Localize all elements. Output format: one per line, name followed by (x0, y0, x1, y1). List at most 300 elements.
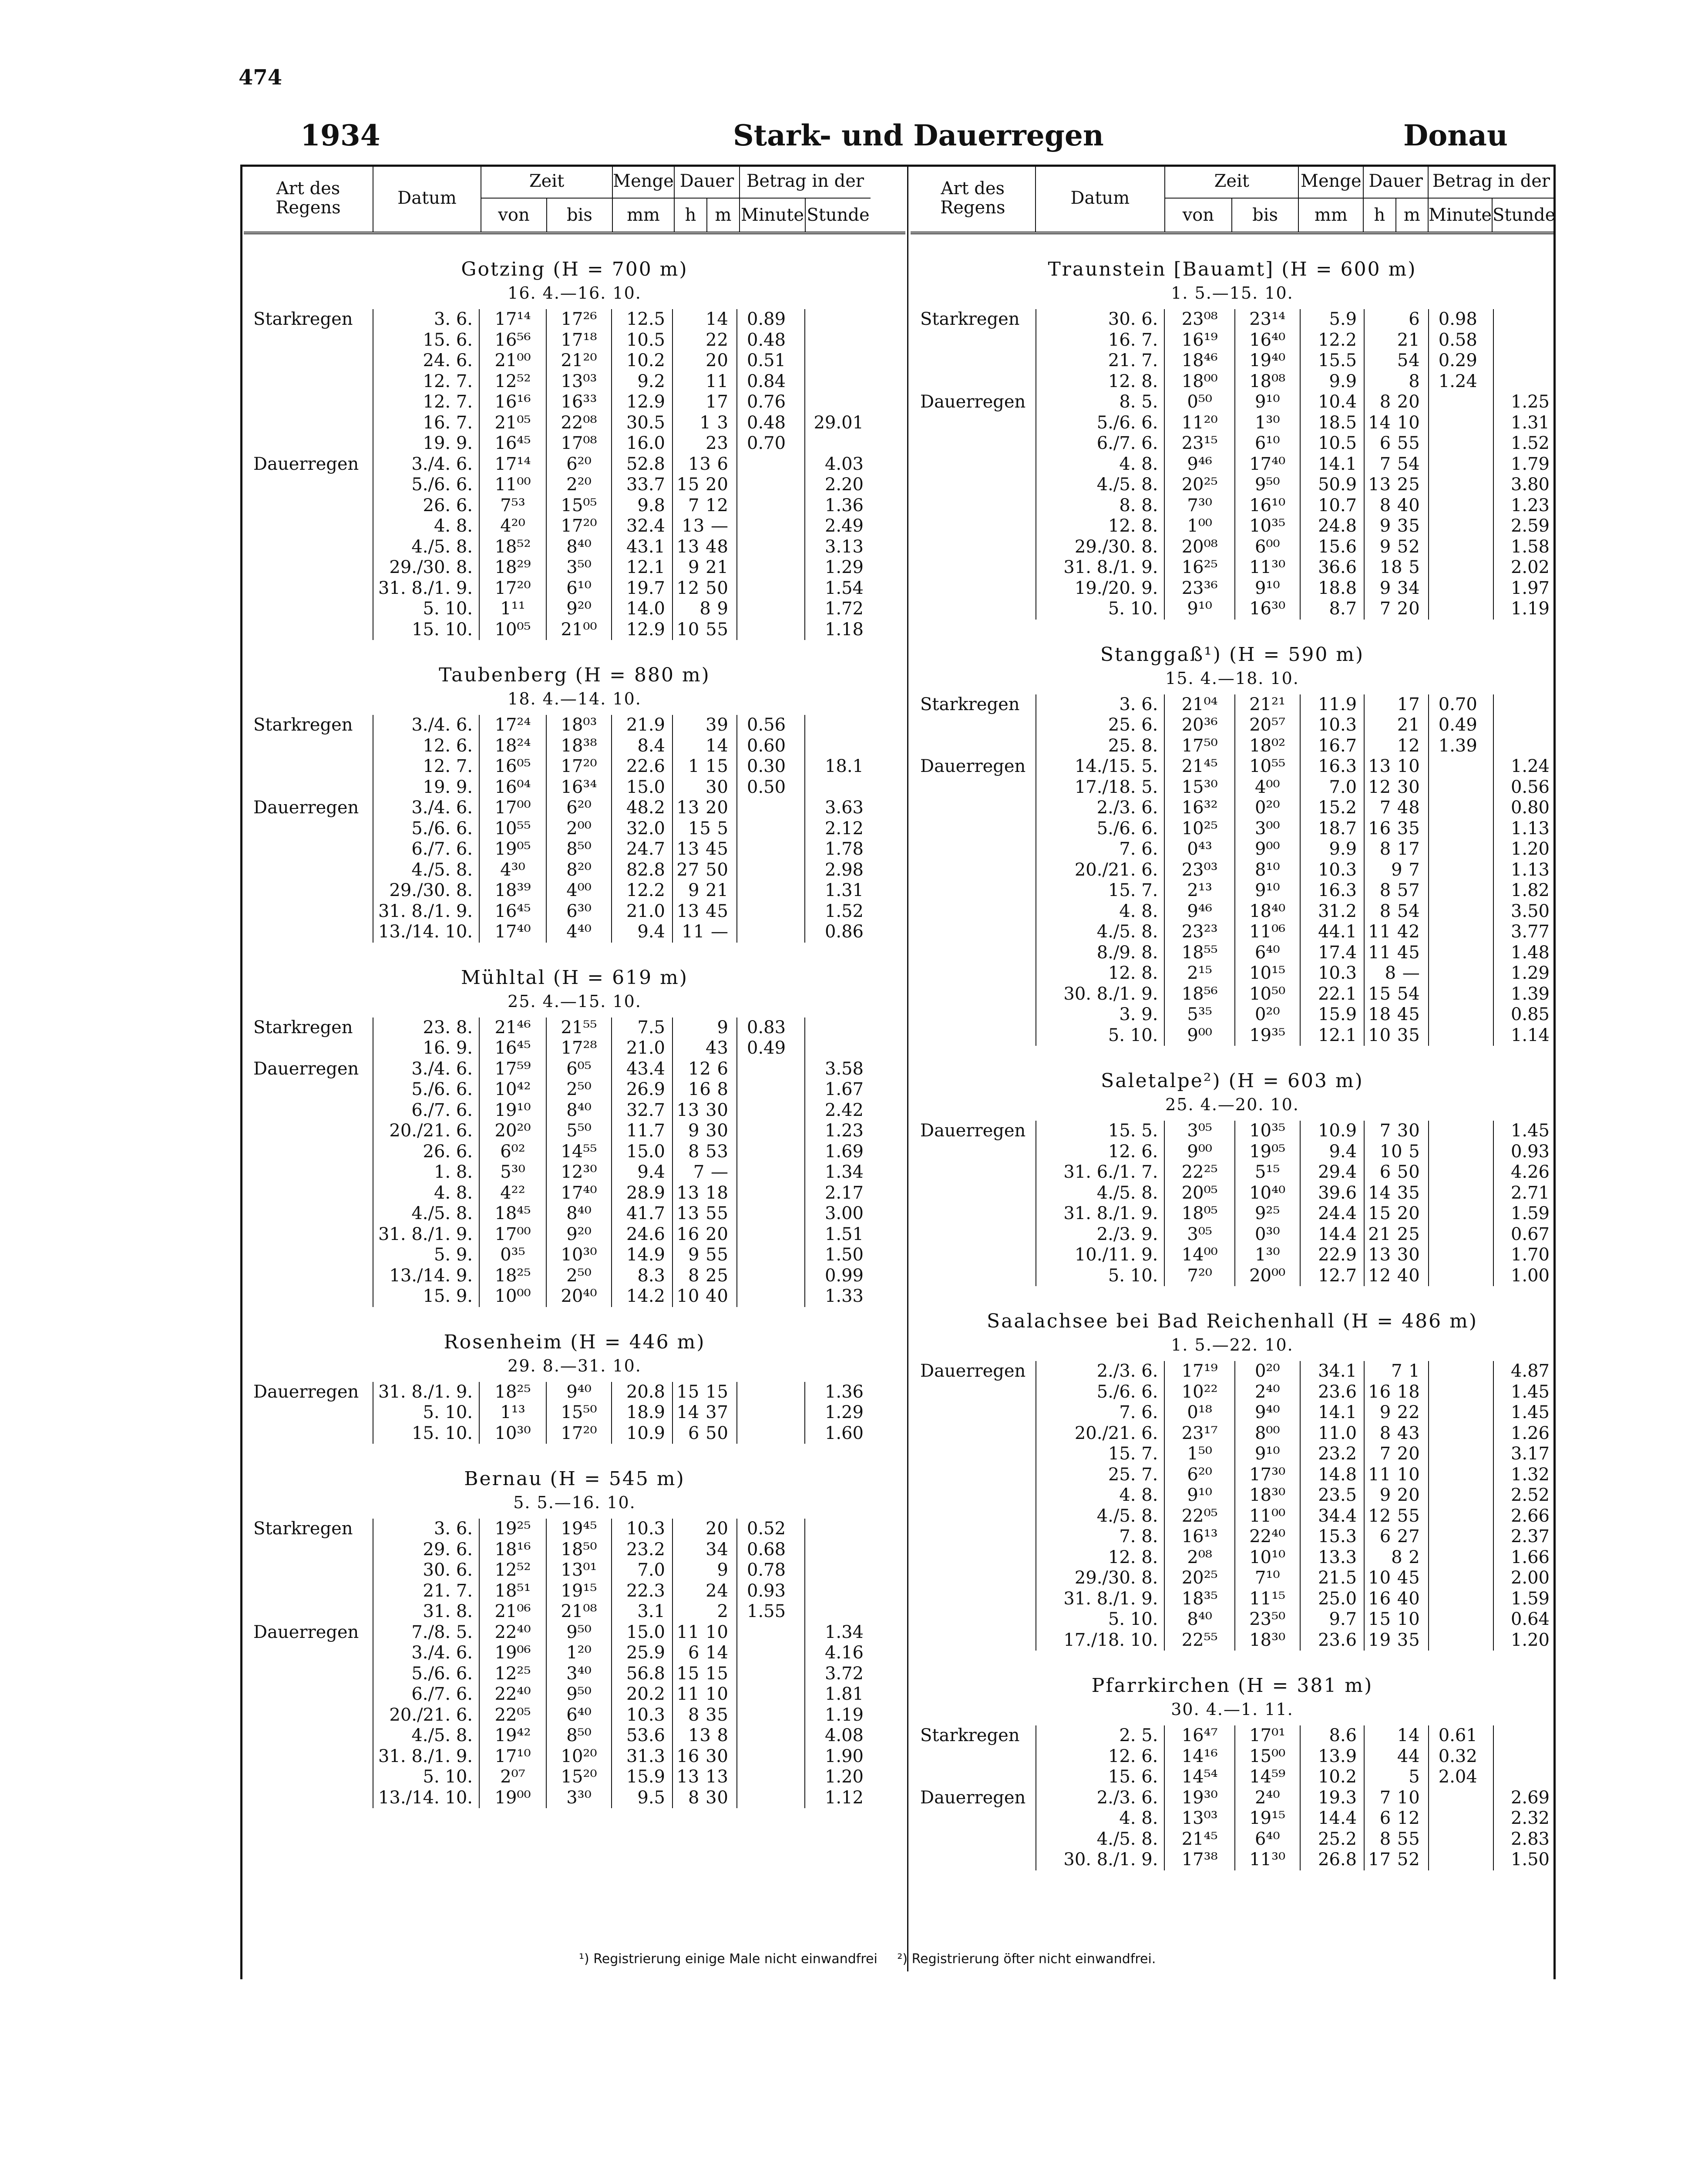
cell-minute: 0.76 (737, 392, 805, 413)
cell-menge: 18.9 (612, 1402, 673, 1423)
cell-dauer: 8 57 (1365, 880, 1429, 901)
cell-art (244, 392, 373, 413)
cell-stunde: 1.36 (824, 1381, 864, 1402)
cell-date: 3. 6. (373, 1519, 480, 1540)
cell-dauer: 17 52 (1365, 1850, 1429, 1870)
cell-date: 31. 8. (373, 1601, 480, 1622)
cell-menge: 9.4 (612, 1162, 673, 1183)
cell-bis: 17²⁰ (547, 756, 612, 777)
cell-minute (1429, 433, 1494, 454)
cell-date: 15. 5. (1036, 1121, 1165, 1142)
cell-art (911, 1162, 1036, 1183)
cell-bis: 2⁴⁰ (1235, 1382, 1301, 1403)
cell-date: 3./4. 6. (373, 1059, 480, 1080)
cell-minute (737, 1162, 805, 1183)
table-row (244, 1664, 905, 1685)
cell-von: 16²⁵ (1165, 557, 1235, 578)
header-title: Stark- und Dauerregen (733, 118, 1104, 152)
cell-dauer: 16 8 (673, 1079, 737, 1100)
cell-menge: 25.2 (1301, 1829, 1365, 1850)
cell-menge: 15.6 (1301, 537, 1365, 558)
left-table (244, 165, 905, 1808)
left-table-body (244, 257, 905, 1808)
cell-dauer: 44 (1365, 1746, 1429, 1767)
cell-bis: 8⁵⁰ (547, 839, 612, 860)
cell-date: 20./21. 6. (373, 1121, 480, 1142)
cell-minute (737, 557, 805, 578)
cell-von: 19²⁵ (480, 1519, 547, 1540)
cell-minute (1429, 943, 1494, 964)
cell-art (244, 1423, 373, 1444)
cell-menge: 15.0 (612, 777, 673, 798)
cell-dauer: 11 10 (1365, 1465, 1429, 1486)
table-row (911, 860, 1554, 881)
cell-bis: 8⁴⁰ (547, 1203, 612, 1224)
cell-minute: 0.50 (737, 777, 805, 798)
cell-stunde (805, 736, 868, 757)
cell-stunde: 1.14 (1510, 1025, 1550, 1045)
cell-minute (1429, 819, 1494, 839)
cell-menge: 5.9 (1301, 309, 1365, 330)
cell-menge: 12.9 (612, 392, 673, 413)
cell-minute (737, 1664, 805, 1685)
cell-von: 9⁴⁶ (1165, 901, 1235, 922)
cell-stunde (1494, 1767, 1554, 1788)
table-row (911, 1725, 1554, 1746)
table-row (911, 1568, 1554, 1589)
cell-stunde: 2.52 (1510, 1485, 1550, 1505)
cell-bis: 9²⁰ (547, 599, 612, 620)
cell-bis: 6¹⁰ (547, 578, 612, 599)
cell-dauer: 11 45 (1365, 943, 1429, 964)
cell-stunde: 1.29 (824, 1402, 864, 1422)
cell-stunde (1494, 330, 1554, 351)
cell-von: 21⁰⁶ (480, 1601, 547, 1622)
cell-bis: 23⁵⁰ (1235, 1609, 1301, 1630)
cell-date: 4./5. 8. (1036, 1829, 1165, 1850)
cell-dauer: 11 10 (673, 1622, 737, 1643)
cell-date: 12. 6. (1036, 1746, 1165, 1767)
station-section (911, 257, 1554, 620)
cell-menge: 14.8 (1301, 1465, 1365, 1486)
cell-art (244, 1560, 373, 1581)
cell-dauer: 6 12 (1365, 1808, 1429, 1829)
cell-date: 4./5. 8. (373, 1725, 480, 1746)
cell-art: Dauerregen (253, 454, 359, 474)
cell-dauer: 13 48 (673, 537, 737, 558)
cell-date: 4. 8. (1036, 901, 1165, 922)
cell-art (911, 1630, 1036, 1651)
cell-stunde: 3.13 (824, 536, 864, 557)
cell-stunde: 1.50 (824, 1245, 864, 1265)
cell-minute (737, 1746, 805, 1767)
cell-von: 2¹³ (1165, 880, 1235, 901)
cell-date: 31. 8./1. 9. (373, 901, 480, 922)
cell-date: 7. 8. (1036, 1526, 1165, 1547)
cell-art (911, 1004, 1036, 1025)
cell-von: 2⁰⁸ (1165, 1547, 1235, 1568)
station-title: Bernau (H = 545 m) (464, 1468, 685, 1490)
right-table (911, 165, 1554, 1870)
cell-menge: 10.2 (612, 350, 673, 371)
cell-minute (1429, 1004, 1494, 1025)
cell-dauer: 6 55 (1365, 433, 1429, 454)
table-row (911, 839, 1554, 860)
cell-art: Dauerregen (253, 798, 359, 818)
cell-von: 19⁰⁰ (480, 1788, 547, 1809)
cell-dauer: 13 8 (673, 1725, 737, 1746)
cell-bis: 12³⁰ (547, 1162, 612, 1183)
cell-dauer: 1 15 (673, 756, 737, 777)
cell-bis: 2⁰⁰ (547, 819, 612, 839)
cell-von: 9⁰⁰ (1165, 1025, 1235, 1046)
cell-menge: 15.0 (612, 1142, 673, 1162)
station-section (244, 1466, 905, 1808)
cell-minute (737, 839, 805, 860)
cell-minute (737, 1725, 805, 1746)
cell-minute: 0.70 (1429, 694, 1494, 715)
table-row (244, 516, 905, 537)
cell-von: 18²⁹ (480, 557, 547, 578)
cell-stunde: 1.45 (1510, 1381, 1550, 1402)
cell-bis: 9⁵⁰ (547, 1622, 612, 1643)
cell-date: 4. 8. (1036, 1808, 1165, 1829)
cell-bis: 15⁰⁰ (1235, 1746, 1301, 1767)
cell-bis: 3⁰⁰ (1235, 819, 1301, 839)
cell-dauer: 20 (673, 1519, 737, 1540)
cell-stunde (805, 777, 868, 798)
cell-date: 31. 8./1. 9. (1036, 557, 1165, 578)
cell-stunde (1494, 309, 1554, 330)
cell-date: 8. 8. (1036, 495, 1165, 516)
cell-stunde: 1.45 (1510, 1121, 1550, 1141)
cell-dauer: 13 13 (673, 1767, 737, 1788)
cell-art (911, 963, 1036, 984)
cell-date: 26. 6. (373, 1142, 480, 1162)
cell-art (911, 475, 1036, 495)
table-row (911, 495, 1554, 516)
cell-bis: 2⁵⁰ (547, 1079, 612, 1100)
cell-menge: 9.8 (612, 495, 673, 516)
cell-von: 7³⁰ (1165, 495, 1235, 516)
column-header (244, 165, 905, 234)
cell-von: 18⁴⁶ (1165, 350, 1235, 371)
cell-von: 18²⁵ (480, 1382, 547, 1403)
cell-bis: 4⁴⁰ (547, 922, 612, 943)
table-row (911, 922, 1554, 943)
cell-minute: 0.78 (737, 1560, 805, 1581)
table-row (911, 756, 1554, 777)
cell-art (911, 880, 1036, 901)
table-row (244, 1622, 905, 1643)
col-betrag: Betrag in der Minute Stunde (1429, 165, 1554, 232)
table-row (244, 922, 905, 943)
cell-date: 4./5. 8. (1036, 475, 1165, 495)
cell-art (911, 1485, 1036, 1506)
cell-art: Dauerregen (920, 1361, 1026, 1381)
cell-von: 20⁰⁸ (1165, 537, 1235, 558)
cell-menge: 26.9 (612, 1079, 673, 1100)
cell-bis: 0²⁰ (1235, 1361, 1301, 1382)
cell-menge: 12.1 (612, 557, 673, 578)
cell-minute (737, 1423, 805, 1444)
cell-minute (1429, 516, 1494, 537)
cell-minute: 0.84 (737, 371, 805, 392)
cell-dauer: 10 40 (673, 1286, 737, 1307)
cell-menge: 15.0 (612, 1622, 673, 1643)
cell-date: 15. 10. (373, 1423, 480, 1444)
table-row (244, 1684, 905, 1705)
cell-date: 13./14. 9. (373, 1266, 480, 1287)
cell-minute (737, 516, 805, 537)
table-row (911, 1183, 1554, 1204)
cell-stunde: 3.58 (824, 1058, 864, 1079)
cell-stunde: 2.83 (1510, 1829, 1550, 1849)
cell-dauer: 9 (673, 1560, 737, 1581)
cell-dauer: 13 45 (673, 839, 737, 860)
station-section (911, 1309, 1554, 1651)
cell-art (244, 1788, 373, 1809)
cell-stunde: 1.59 (1510, 1588, 1550, 1609)
table-row (911, 371, 1554, 392)
cell-date: 20./21. 6. (1036, 1423, 1165, 1444)
cell-date: 8. 5. (1036, 392, 1165, 413)
table-row (911, 736, 1554, 757)
cell-date: 3. 9. (1036, 1004, 1165, 1025)
cell-art (911, 1245, 1036, 1266)
cell-date: 31. 8./1. 9. (373, 1746, 480, 1767)
cell-minute (1429, 901, 1494, 922)
cell-minute: 0.98 (1429, 309, 1494, 330)
cell-art (911, 1506, 1036, 1527)
cell-stunde: 1.20 (1510, 839, 1550, 859)
cell-date: 20./21. 6. (373, 1705, 480, 1726)
station-section (911, 642, 1554, 1046)
cell-menge: 32.4 (612, 516, 673, 537)
cell-minute (737, 1622, 805, 1643)
cell-dauer: 11 10 (673, 1684, 737, 1705)
cell-dauer: 54 (1365, 350, 1429, 371)
cell-dauer: 14 35 (1365, 1183, 1429, 1204)
cell-art (911, 901, 1036, 922)
cell-date: 1. 8. (373, 1162, 480, 1183)
cell-stunde: 2.66 (1510, 1506, 1550, 1526)
cell-dauer: 5 (1365, 1767, 1429, 1788)
cell-art (911, 557, 1036, 578)
cell-date: 7./8. 5. (373, 1622, 480, 1643)
station-section (244, 965, 905, 1307)
cell-stunde: 1.32 (1510, 1464, 1550, 1485)
table-row (244, 756, 905, 777)
cell-art (244, 330, 373, 351)
cell-stunde: 1.31 (1510, 412, 1550, 433)
cell-bis: 9²⁰ (547, 1224, 612, 1245)
cell-menge: 8.3 (612, 1266, 673, 1287)
cell-von: 19¹⁰ (480, 1100, 547, 1121)
cell-dauer: 16 40 (1365, 1589, 1429, 1610)
cell-von: 4²² (480, 1183, 547, 1204)
cell-minute: 0.51 (737, 350, 805, 371)
cell-date: 5./6. 6. (1036, 1382, 1165, 1403)
cell-minute (737, 1402, 805, 1423)
cell-menge: 23.2 (1301, 1444, 1365, 1465)
cell-bis: 16¹⁰ (1235, 495, 1301, 516)
cell-menge: 34.1 (1301, 1361, 1365, 1382)
cell-menge: 34.4 (1301, 1506, 1365, 1527)
page-number: 474 (239, 65, 282, 90)
cell-art (244, 599, 373, 620)
cell-art (244, 1540, 373, 1560)
cell-von: 19⁰⁵ (480, 839, 547, 860)
cell-art (911, 371, 1036, 392)
cell-stunde: 3.80 (1510, 475, 1550, 495)
cell-minute: 0.89 (737, 309, 805, 330)
cell-stunde: 2.12 (824, 818, 864, 839)
cell-art (244, 1601, 373, 1622)
cell-stunde: 1.90 (824, 1746, 864, 1766)
cell-stunde (1494, 1746, 1554, 1767)
cell-stunde: 1.18 (824, 619, 864, 640)
cell-date: 3./4. 6. (373, 1643, 480, 1664)
cell-art (244, 860, 373, 881)
cell-dauer: 17 (1365, 694, 1429, 715)
cell-date: 3./4. 6. (373, 715, 480, 736)
cell-bis: 14⁵⁹ (1235, 1767, 1301, 1788)
table-row (244, 1705, 905, 1726)
cell-menge: 7.0 (612, 1560, 673, 1581)
cell-art (244, 1684, 373, 1705)
cell-von: 8⁴⁰ (1165, 1609, 1235, 1630)
cell-von: 7⁵³ (480, 495, 547, 516)
table-row (911, 1382, 1554, 1403)
cell-minute (737, 1643, 805, 1664)
cell-date: 4./5. 8. (1036, 922, 1165, 943)
table-row (911, 1121, 1554, 1142)
cell-date: 4./5. 8. (373, 1203, 480, 1224)
cell-menge: 56.8 (612, 1664, 673, 1685)
cell-date: 30. 6. (1036, 309, 1165, 330)
cell-minute (1429, 1506, 1494, 1527)
cell-von: 22⁵⁵ (1165, 1630, 1235, 1651)
cell-von: 1⁰⁰ (1165, 516, 1235, 537)
cell-von: 16⁰⁴ (480, 777, 547, 798)
table-row (911, 1589, 1554, 1610)
cell-stunde: 1.19 (824, 1705, 864, 1725)
cell-menge: 15.9 (1301, 1004, 1365, 1025)
cell-art (244, 1203, 373, 1224)
cell-date: 3. 6. (373, 309, 480, 330)
cell-bis: 17²⁰ (547, 516, 612, 537)
cell-date: 12. 8. (1036, 516, 1165, 537)
cell-date: 29. 6. (373, 1540, 480, 1560)
cell-dauer: 10 35 (1365, 1025, 1429, 1046)
cell-von: 17⁴⁰ (480, 922, 547, 943)
cell-date: 15. 9. (373, 1286, 480, 1307)
table-row (244, 1038, 905, 1059)
station-period: 30. 4.—1. 11. (1171, 1700, 1294, 1719)
cell-menge: 12.9 (612, 620, 673, 640)
cell-stunde: 2.00 (1510, 1568, 1550, 1588)
cell-date: 19./20. 9. (1036, 578, 1165, 599)
cell-stunde (805, 1540, 868, 1560)
cell-date: 15. 10. (373, 620, 480, 640)
cell-von: 16⁴⁷ (1165, 1725, 1235, 1746)
cell-minute (1429, 756, 1494, 777)
cell-minute (1429, 1526, 1494, 1547)
cell-date: 6./7. 6. (373, 839, 480, 860)
cell-von: 20³⁶ (1165, 715, 1235, 736)
cell-stunde: 1.26 (1510, 1423, 1550, 1443)
cell-art (911, 1850, 1036, 1870)
cell-dauer: 23 (673, 433, 737, 454)
cell-bis: 19¹⁵ (547, 1581, 612, 1602)
cell-von: 16⁴⁵ (480, 901, 547, 922)
cell-art (244, 901, 373, 922)
cell-art (911, 798, 1036, 819)
cell-bis: 9⁴⁰ (1235, 1402, 1301, 1423)
cell-date: 20./21. 6. (1036, 860, 1165, 881)
col-dauer: Dauer h m (1364, 165, 1429, 232)
cell-bis: 6⁴⁰ (1235, 943, 1301, 964)
footnote-1: ¹) Registrierung einige Male nicht einwandfrei (579, 1951, 878, 1967)
cell-dauer: 12 6 (673, 1059, 737, 1080)
cell-menge: 24.8 (1301, 516, 1365, 537)
cell-art (911, 736, 1036, 757)
cell-dauer: 15 15 (673, 1664, 737, 1685)
cell-date: 15. 6. (373, 330, 480, 351)
cell-minute: 0.52 (737, 1519, 805, 1540)
cell-bis: 6⁰⁰ (1235, 537, 1301, 558)
cell-stunde (1494, 371, 1554, 392)
cell-von: 17⁵⁹ (480, 1059, 547, 1080)
cell-von: 17¹⁰ (480, 1746, 547, 1767)
cell-art (911, 1423, 1036, 1444)
cell-bis: 21²⁰ (547, 350, 612, 371)
cell-von: 1¹³ (480, 1402, 547, 1423)
cell-art (244, 1162, 373, 1183)
cell-art (244, 1183, 373, 1204)
cell-art (911, 516, 1036, 537)
cell-bis: 6⁰⁵ (547, 1059, 612, 1080)
cell-bis: 9⁵⁰ (547, 1684, 612, 1705)
cell-minute (737, 1684, 805, 1705)
cell-art (244, 413, 373, 434)
cell-menge: 14.1 (1301, 1402, 1365, 1423)
cell-stunde: 3.00 (824, 1203, 864, 1223)
cell-minute: 0.68 (737, 1540, 805, 1560)
cell-stunde (805, 1581, 868, 1602)
cell-minute: 0.70 (737, 433, 805, 454)
cell-bis: 9⁵⁰ (1235, 475, 1301, 495)
cell-art (244, 1705, 373, 1726)
cell-menge: 11.0 (1301, 1423, 1365, 1444)
cell-date: 31. 8./1. 9. (1036, 1589, 1165, 1610)
cell-stunde: 18.1 (824, 756, 864, 776)
cell-menge: 19.7 (612, 578, 673, 599)
table-row (244, 371, 905, 392)
cell-art (911, 599, 1036, 620)
cell-art (244, 371, 373, 392)
cell-minute (737, 1121, 805, 1142)
table-row (244, 1059, 905, 1080)
cell-von: 18⁵⁶ (1165, 984, 1235, 1005)
cell-bis: 2⁵⁰ (547, 1266, 612, 1287)
table-row (244, 839, 905, 860)
cell-dauer: 14 (673, 309, 737, 330)
cell-dauer: 7 1 (1365, 1361, 1429, 1382)
table-row (911, 984, 1554, 1005)
cell-date: 4. 8. (1036, 454, 1165, 475)
